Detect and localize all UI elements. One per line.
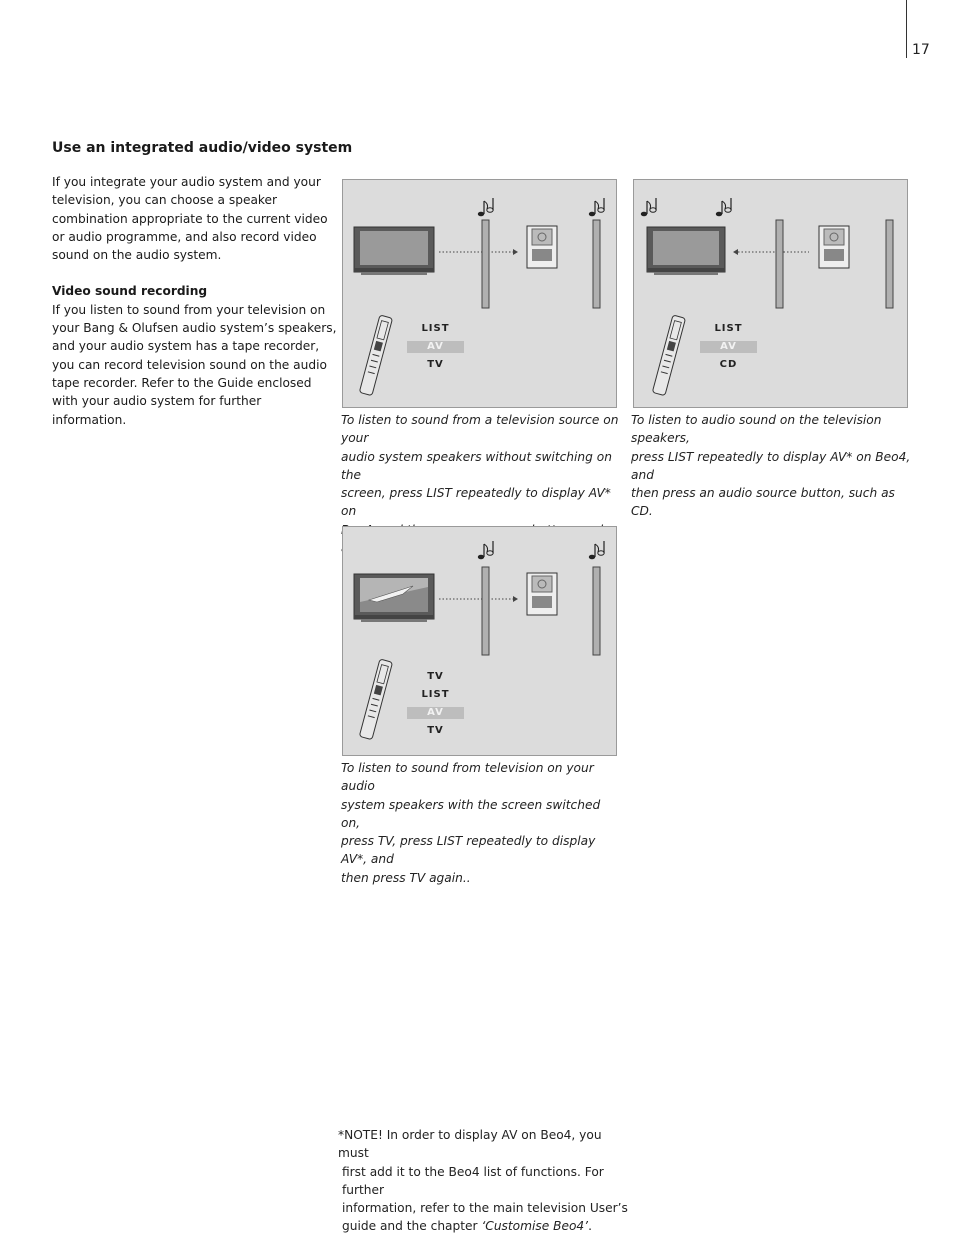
music-note-icon [641, 198, 656, 216]
footnote-line: *NOTE! In order to display AV on Beo4, you must [338, 1128, 602, 1161]
caption-3 [341, 759, 621, 887]
tv-icon [354, 227, 434, 275]
intro-line: television, you can choose a speaker [52, 193, 278, 208]
caption-line: To listen to sound from a television source on your [341, 413, 619, 446]
intro-line: If you integrate your audio system and your [52, 175, 321, 189]
illustration-2 [633, 179, 908, 408]
audio-system-icon [527, 226, 557, 268]
remote-display [407, 671, 464, 743]
signal-arrow [439, 596, 518, 602]
sub-line: with your audio system for further [52, 394, 262, 409]
page-number: 17 [912, 42, 930, 58]
display-line: TV [427, 725, 444, 736]
display-line: LIST [421, 323, 450, 334]
sub-line: tape recorder. Refer to the Guide enclosed [52, 375, 312, 390]
section-title: Use an integrated audio/video system [52, 140, 353, 156]
sub-line: and your audio system has a tape recorder, [52, 339, 320, 354]
speaker-icon [593, 220, 600, 308]
intro-text [52, 173, 337, 429]
caption-line: screen, press LIST repeatedly to display AV* on [341, 486, 611, 519]
speaker-icon [593, 567, 600, 655]
display-line: LIST [714, 323, 743, 334]
chapter-reference: ‘Customise Beo4’ [481, 1219, 589, 1234]
footnote [338, 1126, 628, 1236]
display-line-highlighted: AV [407, 341, 464, 353]
remote-display [700, 323, 757, 377]
tv-icon [354, 574, 434, 622]
illustration-3-drawing [343, 527, 616, 755]
illustration-3 [342, 526, 617, 756]
caption-line: To listen to sound from television on your audio [341, 761, 594, 794]
display-line: TV [427, 671, 444, 682]
speaker-icon [482, 567, 489, 655]
intro-line: sound on the audio system. [52, 248, 222, 263]
caption-line: system speakers with the screen switched on, [341, 797, 601, 830]
signal-arrow [733, 249, 809, 255]
display-line-highlighted: AV [407, 707, 464, 719]
illustration-1-drawing [343, 180, 616, 407]
sub-line: you can record television sound on the audio [52, 357, 327, 372]
caption-line: press LIST repeatedly to display AV* on Beo4, and [631, 449, 911, 482]
caption-line: then press TV again.. [341, 870, 471, 885]
illustration-2-drawing [634, 180, 907, 407]
signal-arrow [439, 249, 518, 255]
speaker-icon [886, 220, 893, 308]
page-rule [906, 0, 907, 58]
caption-line: then press an audio source button, such as CD. [631, 486, 895, 519]
caption-line: press TV, press LIST repeatedly to display AV*, and [341, 834, 596, 867]
display-line-highlighted: AV [700, 341, 757, 353]
music-note-icon [478, 198, 493, 216]
caption-line: To listen to audio sound on the television speakers, [631, 413, 882, 446]
illustration-1 [342, 179, 617, 408]
display-line: CD [719, 359, 738, 370]
intro-line: or audio programme, and also record video [52, 229, 317, 244]
remote-display [407, 323, 464, 377]
music-note-icon [478, 541, 493, 559]
tv-icon [647, 227, 725, 275]
display-line: LIST [421, 689, 450, 700]
footnote-text: . [588, 1219, 592, 1234]
music-note-icon [589, 541, 604, 559]
sub-line: If you listen to sound from your television on [52, 302, 326, 317]
music-note-icon [589, 198, 604, 216]
remote-control-icon [359, 315, 392, 396]
sub-line: information. [52, 412, 127, 427]
footnote-line: information, refer to the main television User’s [342, 1201, 628, 1216]
remote-control-icon [359, 659, 392, 740]
caption-line: audio system speakers without switching on the [341, 449, 612, 482]
remote-control-icon [652, 315, 685, 396]
display-line: TV [427, 359, 444, 370]
audio-system-icon [527, 573, 557, 615]
music-note-icon [716, 198, 731, 216]
speaker-icon [482, 220, 489, 308]
footnote-line: first add it to the Beo4 list of functions. For further [342, 1164, 604, 1197]
footnote-text: guide and the chapter [342, 1219, 482, 1234]
intro-line: combination appropriate to the current video [52, 211, 328, 226]
sub-line: your Bang & Olufsen audio system’s speakers, [52, 321, 337, 336]
subheading: Video sound recording [52, 284, 208, 299]
speaker-icon [776, 220, 783, 308]
audio-system-icon [819, 226, 849, 268]
footnote-line [338, 1217, 628, 1235]
caption-2 [631, 411, 916, 521]
